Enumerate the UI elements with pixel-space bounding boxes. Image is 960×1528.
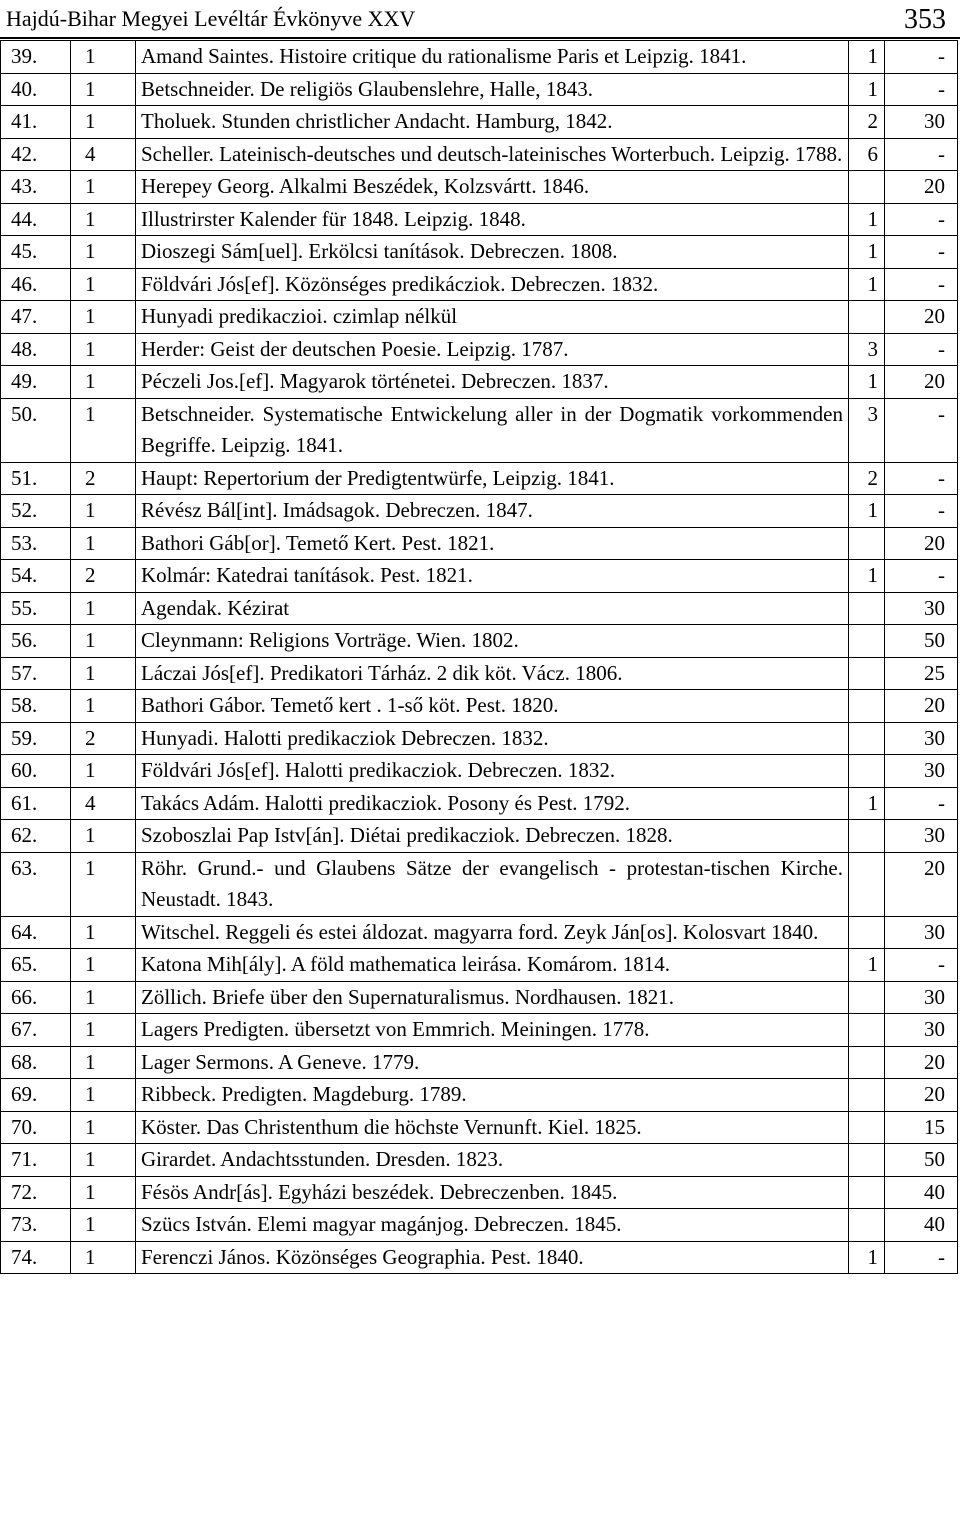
quantity-cell: 1 — [71, 1241, 136, 1274]
quantity-cell: 1 — [71, 592, 136, 625]
item-number-cell: 69. — [1, 1079, 71, 1112]
quantity-cell: 1 — [71, 203, 136, 236]
krajcar-cell: 30 — [885, 820, 958, 853]
quantity-cell: 1 — [71, 398, 136, 462]
description-cell: Zöllich. Briefe über den Supernaturalismus. Nordhausen. 1821. — [136, 981, 849, 1014]
forint-cell — [849, 981, 885, 1014]
forint-cell: 3 — [849, 398, 885, 462]
table-row — [1, 852, 958, 916]
forint-cell — [849, 1079, 885, 1112]
item-number-cell: 64. — [1, 916, 71, 949]
quantity-cell: 1 — [71, 1046, 136, 1079]
quantity-cell: 1 — [71, 981, 136, 1014]
description-cell: Hunyadi predikaczioi. czimlap nélkül — [136, 301, 849, 334]
quantity-cell: 1 — [71, 171, 136, 204]
description-cell: Ferenczi János. Közönséges Geographia. Pest. 1840. — [136, 1241, 849, 1274]
item-number-cell: 73. — [1, 1209, 71, 1242]
item-number-cell: 66. — [1, 981, 71, 1014]
krajcar-cell: 50 — [885, 625, 958, 658]
description-cell: Takács Adám. Halotti predikacziok. Posony és Pest. 1792. — [136, 787, 849, 820]
table-row — [1, 73, 958, 106]
forint-cell — [849, 625, 885, 658]
description-cell: Révész Bál[int]. Imádsagok. Debreczen. 1847. — [136, 495, 849, 528]
page-header — [0, 0, 960, 40]
description-cell: Scheller. Lateinisch-deutsches und deutsch-lateinisches Worterbuch. Leipzig. 1788. — [136, 138, 849, 171]
quantity-cell: 4 — [71, 787, 136, 820]
description-cell: Ribbeck. Predigten. Magdeburg. 1789. — [136, 1079, 849, 1112]
forint-cell: 1 — [849, 73, 885, 106]
krajcar-cell: 30 — [885, 106, 958, 139]
quantity-cell: 1 — [71, 916, 136, 949]
table-row — [1, 1014, 958, 1047]
quantity-cell: 1 — [71, 1176, 136, 1209]
table-row — [1, 495, 958, 528]
krajcar-cell: 30 — [885, 755, 958, 788]
description-cell: Hunyadi. Halotti predikacziok Debreczen. 1832. — [136, 722, 849, 755]
forint-cell — [849, 755, 885, 788]
quantity-cell: 1 — [71, 1111, 136, 1144]
description-cell: Lagers Predigten. übersetzt von Emmrich. Meiningen. 1778. — [136, 1014, 849, 1047]
quantity-cell: 1 — [71, 333, 136, 366]
item-number-cell: 67. — [1, 1014, 71, 1047]
description-cell: Agendak. Kézirat — [136, 592, 849, 625]
description-cell: Haupt: Repertorium der Predigtentwürfe, Leipzig. 1841. — [136, 462, 849, 495]
forint-cell — [849, 690, 885, 723]
table-row — [1, 949, 958, 982]
item-number-cell: 50. — [1, 398, 71, 462]
item-number-cell: 57. — [1, 657, 71, 690]
krajcar-cell: 20 — [885, 690, 958, 723]
table-row — [1, 981, 958, 1014]
description-cell: Fésös Andr[ás]. Egyházi beszédek. Debreczenben. 1845. — [136, 1176, 849, 1209]
forint-cell: 1 — [849, 203, 885, 236]
description-cell: Betschneider. De religiös Glaubenslehre, Halle, 1843. — [136, 73, 849, 106]
forint-cell — [849, 722, 885, 755]
table-row — [1, 1144, 958, 1177]
table-row — [1, 560, 958, 593]
item-number-cell: 46. — [1, 268, 71, 301]
forint-cell: 1 — [849, 560, 885, 593]
item-number-cell: 55. — [1, 592, 71, 625]
description-cell: Herder: Geist der deutschen Poesie. Leipzig. 1787. — [136, 333, 849, 366]
krajcar-cell: 20 — [885, 366, 958, 399]
item-number-cell: 41. — [1, 106, 71, 139]
description-cell: Lager Sermons. A Geneve. 1779. — [136, 1046, 849, 1079]
forint-cell — [849, 592, 885, 625]
item-number-cell: 54. — [1, 560, 71, 593]
forint-cell — [849, 852, 885, 916]
quantity-cell: 1 — [71, 1209, 136, 1242]
table-row — [1, 787, 958, 820]
krajcar-cell: - — [885, 333, 958, 366]
table-row — [1, 1176, 958, 1209]
quantity-cell: 1 — [71, 690, 136, 723]
description-cell: Szücs István. Elemi magyar magánjog. Debreczen. 1845. — [136, 1209, 849, 1242]
krajcar-cell: 30 — [885, 916, 958, 949]
forint-cell — [849, 1176, 885, 1209]
forint-cell: 2 — [849, 462, 885, 495]
quantity-cell: 2 — [71, 560, 136, 593]
item-number-cell: 71. — [1, 1144, 71, 1177]
forint-cell — [849, 1144, 885, 1177]
krajcar-cell: 40 — [885, 1176, 958, 1209]
item-number-cell: 56. — [1, 625, 71, 658]
krajcar-cell: 20 — [885, 1046, 958, 1079]
krajcar-cell: - — [885, 949, 958, 982]
item-number-cell: 53. — [1, 527, 71, 560]
krajcar-cell: - — [885, 495, 958, 528]
table-row — [1, 820, 958, 853]
quantity-cell: 1 — [71, 366, 136, 399]
krajcar-cell: 30 — [885, 592, 958, 625]
krajcar-cell: - — [885, 41, 958, 74]
description-cell: Bathori Gáb[or]. Temető Kert. Pest. 1821. — [136, 527, 849, 560]
table-row — [1, 1209, 958, 1242]
forint-cell: 1 — [849, 787, 885, 820]
item-number-cell: 45. — [1, 236, 71, 269]
krajcar-cell: - — [885, 1241, 958, 1274]
krajcar-cell: - — [885, 268, 958, 301]
table-row — [1, 138, 958, 171]
item-number-cell: 47. — [1, 301, 71, 334]
description-cell: Röhr. Grund.- und Glaubens Sätze der evangelisch - protestan-tischen Kirche. Neustadt. 1843. — [136, 852, 849, 916]
description-cell: Herepey Georg. Alkalmi Beszédek, Kolzsvártt. 1846. — [136, 171, 849, 204]
item-number-cell: 40. — [1, 73, 71, 106]
krajcar-cell: - — [885, 462, 958, 495]
quantity-cell: 2 — [71, 722, 136, 755]
quantity-cell: 1 — [71, 527, 136, 560]
table-row — [1, 398, 958, 462]
forint-cell: 2 — [849, 106, 885, 139]
inventory-table-body — [1, 41, 958, 1274]
description-cell: Cleynmann: Religions Vorträge. Wien. 1802. — [136, 625, 849, 658]
quantity-cell: 1 — [71, 236, 136, 269]
forint-cell — [849, 657, 885, 690]
forint-cell: 1 — [849, 1241, 885, 1274]
forint-cell — [849, 916, 885, 949]
table-row — [1, 1111, 958, 1144]
krajcar-cell: - — [885, 138, 958, 171]
krajcar-cell: 40 — [885, 1209, 958, 1242]
quantity-cell: 1 — [71, 268, 136, 301]
quantity-cell: 1 — [71, 41, 136, 74]
item-number-cell: 44. — [1, 203, 71, 236]
item-number-cell: 51. — [1, 462, 71, 495]
table-row — [1, 41, 958, 74]
table-row — [1, 722, 958, 755]
forint-cell — [849, 171, 885, 204]
item-number-cell: 65. — [1, 949, 71, 982]
item-number-cell: 70. — [1, 1111, 71, 1144]
table-row — [1, 366, 958, 399]
description-cell: Betschneider. Systematische Entwickelung aller in der Dogmatik vorkommenden Begriffe. Leipzig. 1841. — [136, 398, 849, 462]
forint-cell: 6 — [849, 138, 885, 171]
running-title: Hajdú-Bihar Megyei Levéltár Évkönyve XXV — [6, 6, 416, 31]
description-cell: Földvári Jós[ef]. Halotti predikacziok. Debreczen. 1832. — [136, 755, 849, 788]
item-number-cell: 58. — [1, 690, 71, 723]
table-row — [1, 625, 958, 658]
quantity-cell: 1 — [71, 1144, 136, 1177]
quantity-cell: 1 — [71, 301, 136, 334]
krajcar-cell: - — [885, 398, 958, 462]
krajcar-cell: 30 — [885, 722, 958, 755]
inventory-table — [0, 40, 958, 1274]
table-row — [1, 755, 958, 788]
krajcar-cell: 20 — [885, 852, 958, 916]
item-number-cell: 52. — [1, 495, 71, 528]
item-number-cell: 60. — [1, 755, 71, 788]
quantity-cell: 1 — [71, 1014, 136, 1047]
forint-cell — [849, 527, 885, 560]
description-cell: Tholuek. Stunden christlicher Andacht. Hamburg, 1842. — [136, 106, 849, 139]
table-row — [1, 657, 958, 690]
quantity-cell: 1 — [71, 495, 136, 528]
description-cell: Girardet. Andachtsstunden. Dresden. 1823. — [136, 1144, 849, 1177]
table-row — [1, 462, 958, 495]
item-number-cell: 74. — [1, 1241, 71, 1274]
quantity-cell: 1 — [71, 755, 136, 788]
forint-cell — [849, 1111, 885, 1144]
description-cell: Földvári Jós[ef]. Közönséges predikácziok. Debreczen. 1832. — [136, 268, 849, 301]
table-row — [1, 333, 958, 366]
krajcar-cell: - — [885, 236, 958, 269]
forint-cell — [849, 301, 885, 334]
description-cell: Péczeli Jos.[ef]. Magyarok történetei. Debreczen. 1837. — [136, 366, 849, 399]
page-number: 353 — [904, 4, 946, 35]
forint-cell: 1 — [849, 41, 885, 74]
forint-cell: 1 — [849, 366, 885, 399]
krajcar-cell: - — [885, 73, 958, 106]
item-number-cell: 63. — [1, 852, 71, 916]
header-rule — [0, 37, 960, 39]
krajcar-cell: 30 — [885, 981, 958, 1014]
description-cell: Köster. Das Christenthum die höchste Vernunft. Kiel. 1825. — [136, 1111, 849, 1144]
item-number-cell: 68. — [1, 1046, 71, 1079]
table-row — [1, 1046, 958, 1079]
table-row — [1, 1241, 958, 1274]
item-number-cell: 62. — [1, 820, 71, 853]
krajcar-cell: 50 — [885, 1144, 958, 1177]
krajcar-cell: 15 — [885, 1111, 958, 1144]
item-number-cell: 72. — [1, 1176, 71, 1209]
krajcar-cell: 20 — [885, 171, 958, 204]
table-row — [1, 301, 958, 334]
table-row — [1, 592, 958, 625]
krajcar-cell: 25 — [885, 657, 958, 690]
table-row — [1, 690, 958, 723]
description-cell: Kolmár: Katedrai tanítások. Pest. 1821. — [136, 560, 849, 593]
item-number-cell: 42. — [1, 138, 71, 171]
quantity-cell: 1 — [71, 73, 136, 106]
description-cell: Witschel. Reggeli és estei áldozat. magyarra ford. Zeyk Ján[os]. Kolosvart 1840. — [136, 916, 849, 949]
forint-cell — [849, 1209, 885, 1242]
forint-cell — [849, 1014, 885, 1047]
forint-cell — [849, 820, 885, 853]
table-row — [1, 236, 958, 269]
table-row — [1, 268, 958, 301]
forint-cell: 1 — [849, 495, 885, 528]
item-number-cell: 59. — [1, 722, 71, 755]
quantity-cell: 1 — [71, 820, 136, 853]
table-row — [1, 527, 958, 560]
table-row — [1, 171, 958, 204]
forint-cell: 1 — [849, 268, 885, 301]
krajcar-cell: - — [885, 787, 958, 820]
table-row — [1, 203, 958, 236]
table-row — [1, 916, 958, 949]
krajcar-cell: 30 — [885, 1014, 958, 1047]
description-cell: Bathori Gábor. Temető kert . 1-ső köt. Pest. 1820. — [136, 690, 849, 723]
description-cell: Láczai Jós[ef]. Predikatori Tárház. 2 dik köt. Vácz. 1806. — [136, 657, 849, 690]
quantity-cell: 1 — [71, 625, 136, 658]
quantity-cell: 2 — [71, 462, 136, 495]
quantity-cell: 1 — [71, 106, 136, 139]
forint-cell: 3 — [849, 333, 885, 366]
krajcar-cell: - — [885, 560, 958, 593]
quantity-cell: 1 — [71, 657, 136, 690]
quantity-cell: 1 — [71, 949, 136, 982]
quantity-cell: 1 — [71, 1079, 136, 1112]
forint-cell: 1 — [849, 949, 885, 982]
description-cell: Illustrirster Kalender für 1848. Leipzig. 1848. — [136, 203, 849, 236]
item-number-cell: 61. — [1, 787, 71, 820]
krajcar-cell: 20 — [885, 527, 958, 560]
quantity-cell: 1 — [71, 852, 136, 916]
table-row — [1, 106, 958, 139]
item-number-cell: 49. — [1, 366, 71, 399]
item-number-cell: 48. — [1, 333, 71, 366]
description-cell: Katona Mih[ály]. A föld mathematica leirása. Komárom. 1814. — [136, 949, 849, 982]
description-cell: Szoboszlai Pap Istv[án]. Diétai predikacziok. Debreczen. 1828. — [136, 820, 849, 853]
forint-cell — [849, 1046, 885, 1079]
forint-cell: 1 — [849, 236, 885, 269]
table-row — [1, 1079, 958, 1112]
krajcar-cell: 20 — [885, 301, 958, 334]
description-cell: Amand Saintes. Histoire critique du rationalisme Paris et Leipzig. 1841. — [136, 41, 849, 74]
item-number-cell: 39. — [1, 41, 71, 74]
item-number-cell: 43. — [1, 171, 71, 204]
quantity-cell: 4 — [71, 138, 136, 171]
description-cell: Dioszegi Sám[uel]. Erkölcsi tanítások. Debreczen. 1808. — [136, 236, 849, 269]
krajcar-cell: 20 — [885, 1079, 958, 1112]
krajcar-cell: - — [885, 203, 958, 236]
